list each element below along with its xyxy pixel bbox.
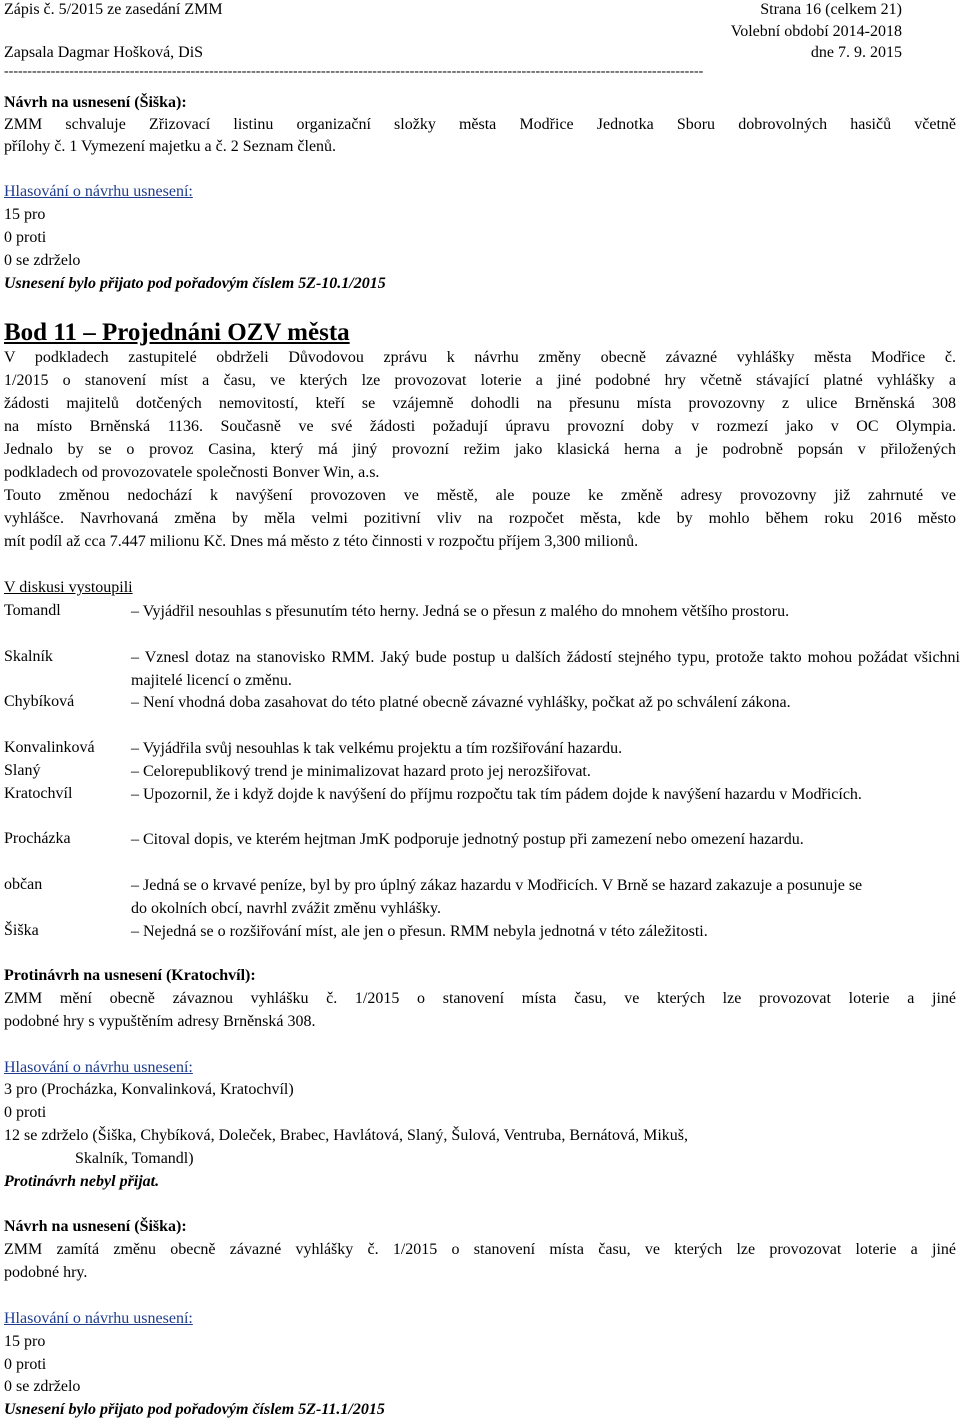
vote-against: 0 proti (4, 1356, 47, 1373)
paragraph-line: žádosti majitelů dotčených nemovitostí, kteří se vzájemně dohodli na přesunu místa provozovny z ulice Brněnská 308 (4, 395, 956, 412)
speaker-statement: – Vyjádřila svůj nesouhlas k tak velkému projektu a tím rozšiřování hazardu. (131, 740, 623, 757)
paragraph-line: mít podíl až cca 7.447 milionu Kč. Dnes má město z této činnosti v rozpočtu příjem 3,300 milionů. (4, 533, 639, 550)
counterproposal-heading: Protinávrh na usnesení (Kratochvíl): (4, 967, 256, 984)
speaker-name: Skalník (4, 648, 53, 665)
author: Zapsala Dagmar Hošková, DiS (4, 44, 204, 61)
counterproposal-text-line: ZMM mění obecně závaznou vyhlášku č. 1/2015 o stanovení místa času, ve kterých lze provozovat loterie a jiné (4, 990, 956, 1007)
vote-against: 0 proti (4, 229, 47, 246)
resolution-result: Usnesení bylo přijato pod pořadovým číslem 5Z-11.1/2015 (4, 1401, 385, 1418)
vote-for: 15 pro (4, 1333, 46, 1350)
paragraph-line: podkladech od provozovatele společnosti Bonver Win, a.s. (4, 464, 380, 481)
vote-against: 0 proti (4, 1104, 47, 1121)
header-separator: ------------------------------------------------------------------------------------------------------------------------------------------------------ (4, 64, 704, 79)
proposal-text-line: ZMM schvaluje Zřizovací listinu organizační složky města Modřice Jednotka Sboru dobrovolných hasičů včetně (4, 116, 956, 133)
vote-for: 3 pro (Procházka, Konvalinková, Kratochvíl) (4, 1081, 294, 1098)
counterproposal-result: Protinávrh nebyl přijat. (4, 1173, 160, 1190)
vote-heading: Hlasování o návrhu usnesení: (4, 1310, 193, 1327)
vote-abstain-cont: Skalník, Tomandl) (75, 1150, 194, 1167)
speaker-statement: – Jedná se o krvavé peníze, byl by pro úplný zákaz hazardu v Modřicích. V Brně se hazard zakazuje a posunuje se do okolních obcí, navrhl zvážit změnu vyhlášky. (131, 877, 863, 917)
paragraph-line: Touto změnou nedochází k navýšení provozoven ve městě, ale pouze ke změně adresy provozovny již zahrnuté ve (4, 487, 956, 504)
vote-heading: Hlasování o návrhu usnesení: (4, 1059, 193, 1076)
discussion-heading: V diskusi vystoupili (4, 579, 133, 596)
speaker-statement: – Vyjádřil nesouhlas s přesunutím této herny. Jedná se o přesun z malého do mnohem většího prostoru. (131, 603, 790, 620)
vote-abstain: 12 se zdrželo (Šiška, Chybíková, Doleček, Brabec, Havlátová, Slaný, Šulová, Ventruba, Bernátová, Mikuš, (4, 1127, 688, 1144)
paragraph-line: na místo Brněnská 1136. Současně ve své žádosti požadují úpravu provozní doby v rozmezí jako v OC Olympia. (4, 418, 956, 435)
proposal-text-line: ZMM zamítá změnu obecně závazné vyhlášky č. 1/2015 o stanovení místa času, ve kterých lze provozovat loterie a jiné (4, 1241, 956, 1258)
paragraph-line: 1/2015 o stanovení míst a času, ve kterých lze provozovat loterie a jiné podobné hry včetně stávající platné vyhlášky a (4, 372, 956, 389)
speaker-statement: – Není vhodná doba zasahovat do této platné obecně závazné vyhlášky, počkat až po schválení zákona. (131, 694, 791, 711)
doc-title: Zápis č. 5/2015 ze zasedání ZMM (4, 1, 223, 18)
proposal-heading: Návrh na usnesení (Šiška): (4, 94, 187, 111)
speaker-name: občan (4, 876, 43, 893)
speaker-name: Konvalinková (4, 739, 95, 756)
speaker-name: Procházka (4, 830, 71, 847)
vote-for: 15 pro (4, 206, 46, 223)
speaker-name: Tomandl (4, 602, 61, 619)
paragraph-line: V podkladech zastupitelé obdrželi Důvodovou zprávu k návrhu změny obecně závazné vyhlášky města Modřice č. (4, 349, 956, 366)
page-info: Strana 16 (celkem 21) (760, 1, 902, 18)
speaker-statement: – Vznesl dotaz na stanovisko RMM. Jaký bude postup u dalších žádostí stejného typu, protože takto mohou požádat všichni majitelé licencí o změnu. (131, 649, 960, 689)
proposal-heading: Návrh na usnesení (Šiška): (4, 1218, 187, 1235)
paragraph-line: vyhlášce. Navrhovaná změna by měla velmi pozitivní vliv na rozpočet města, kde by mohlo během roku 2016 město (4, 510, 956, 527)
section-title: Bod 11 – Projednáni OZV města (4, 319, 350, 346)
vote-abstain: 0 se zdrželo (4, 252, 81, 269)
date: dne 7. 9. 2015 (810, 44, 902, 61)
vote-heading: Hlasování o návrhu usnesení: (4, 183, 193, 200)
proposal-text-line: podobné hry. (4, 1264, 88, 1281)
speaker-name: Chybíková (4, 693, 75, 710)
speaker-name: Šiška (4, 922, 39, 939)
proposal-text-line: přílohy č. 1 Vymezení majetku a č. 2 Seznam členů. (4, 138, 337, 155)
speaker-statement: – Upozornil, že i když dojde k navýšení do příjmu rozpočtu tak tím pádem dojde k navýšení hazardu v Modřicích. (131, 786, 862, 803)
speaker-statement: – Citoval dopis, ve kterém hejtman JmK podporuje jednotný postup při zamezení nebo omezení hazardu. (131, 831, 804, 848)
resolution-result: Usnesení bylo přijato pod pořadovým číslem 5Z-10.1/2015 (4, 275, 386, 292)
term: Volební období 2014-2018 (730, 23, 902, 40)
vote-abstain: 0 se zdrželo (4, 1378, 81, 1395)
speaker-statement: – Celorepublikový trend je minimalizovat hazard proto jej nerozšiřovat. (131, 763, 591, 780)
counterproposal-text-line: podobné hry s vypuštěním adresy Brněnská 308. (4, 1013, 316, 1030)
speaker-name: Kratochvíl (4, 785, 73, 802)
speaker-statement: – Nejedná se o rozšiřování míst, ale jen o přesun. RMM nebyla jednotná v této záležitosti. (131, 923, 708, 940)
speaker-name: Slaný (4, 762, 41, 779)
paragraph-line: Jednalo by se o provoz Casina, který má jiný provozní režim jako klasická herna a je podrobně popsán v přiložených (4, 441, 956, 458)
